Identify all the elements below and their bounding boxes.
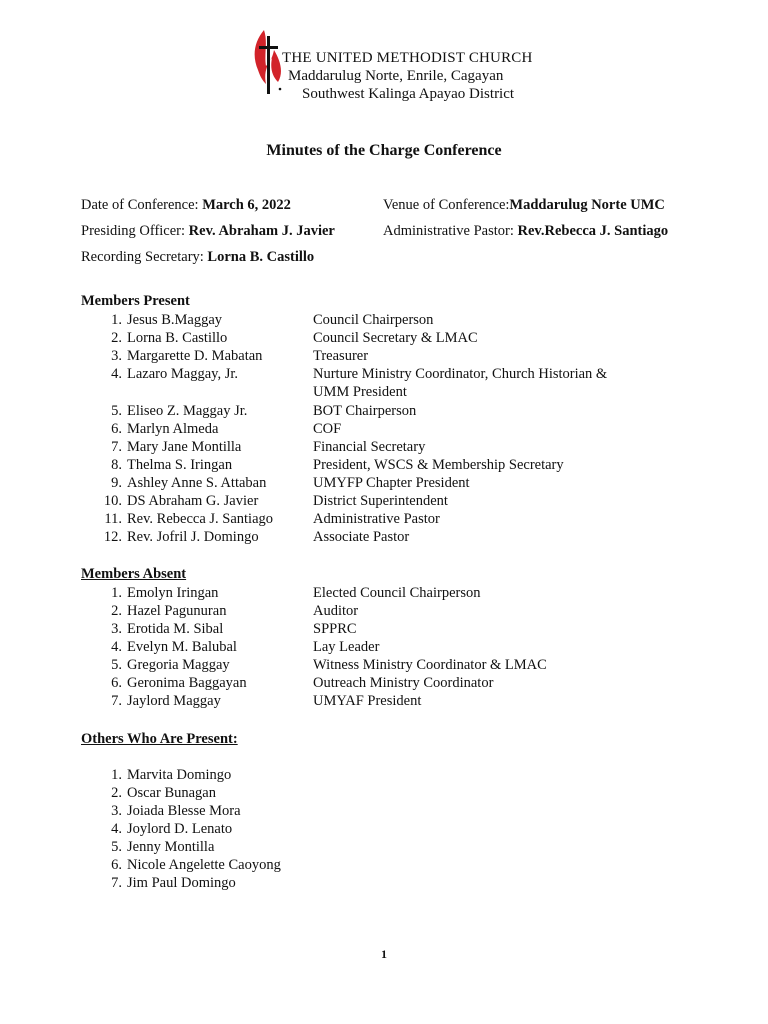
member-role: District Superintendent	[313, 493, 448, 509]
item-number: 3.	[111, 348, 122, 364]
item-number: 2.	[111, 330, 122, 346]
attendee-name: Marvita Domingo	[127, 767, 232, 783]
item-number: 7.	[111, 875, 122, 891]
document-title: Minutes of the Charge Conference	[266, 142, 502, 159]
venue-of-conference	[383, 197, 665, 214]
member-name: Margarette D. Mabatan	[127, 348, 263, 364]
attendee-name: Jim Paul Domingo	[127, 875, 236, 891]
member-role: Council Chairperson	[313, 312, 434, 328]
member-name: Emolyn Iringan	[127, 585, 219, 601]
member-role: Nurture Ministry Coordinator, Church Historian &	[313, 366, 608, 382]
member-name: Rev. Rebecca J. Santiago	[127, 511, 274, 527]
attendee-name: Oscar Bunagan	[127, 785, 216, 801]
recording-secretary	[81, 249, 314, 266]
administrative-pastor	[383, 223, 668, 240]
member-role: COF	[313, 421, 342, 437]
item-number: 5.	[111, 657, 122, 673]
others-present-heading: Others Who Are Present:	[81, 731, 238, 747]
venue-value: Maddarulug Norte UMC	[509, 197, 665, 213]
item-number: 4.	[111, 821, 122, 837]
member-name: Ashley Anne S. Attaban	[127, 475, 267, 491]
member-name: Marlyn Almeda	[127, 421, 219, 437]
item-number: 4.	[111, 639, 122, 655]
member-name: Hazel Pagunuran	[127, 603, 227, 619]
item-number: 4.	[111, 366, 122, 382]
member-name: Thelma S. Iringan	[127, 457, 233, 473]
item-number: 3.	[111, 621, 122, 637]
member-name: Eliseo Z. Maggay Jr.	[127, 403, 248, 419]
member-name: Gregoria Maggay	[127, 657, 230, 673]
attendee-name: Joylord D. Lenato	[127, 821, 233, 837]
attendee-name: Joiada Blesse Mora	[127, 803, 241, 819]
member-name: DS Abraham G. Javier	[127, 493, 259, 509]
secretary-value: Lorna B. Castillo	[207, 249, 315, 265]
item-number: 7.	[111, 439, 122, 455]
member-role: President, WSCS & Membership Secretary	[313, 457, 564, 473]
member-name: Geronima Baggayan	[127, 675, 247, 691]
church-address: Maddarulug Norte, Enrile, Cagayan	[288, 68, 504, 84]
item-number: 8.	[111, 457, 122, 473]
item-number: 5.	[111, 403, 122, 419]
cross-and-flame-logo	[250, 26, 286, 96]
letterhead	[250, 26, 590, 106]
item-number: 12.	[103, 529, 122, 545]
church-district: Southwest Kalinga Apayao District	[302, 86, 515, 102]
member-role: Elected Council Chairperson	[313, 585, 481, 601]
item-number: 11.	[104, 511, 122, 527]
member-name: Evelyn M. Balubal	[127, 639, 237, 655]
item-number: 9.	[111, 475, 122, 491]
member-role: Administrative Pastor	[313, 511, 440, 527]
date-label: Date of Conference:	[81, 197, 203, 213]
item-number: 10.	[103, 493, 122, 509]
attendee-name: Jenny Montilla	[127, 839, 215, 855]
member-role: Associate Pastor	[313, 529, 410, 545]
members-present-heading: Members Present	[81, 293, 190, 309]
item-number: 6.	[111, 857, 122, 873]
member-role: SPPRC	[313, 621, 357, 637]
member-name: Rev. Jofril J. Domingo	[127, 529, 259, 545]
item-number: 2.	[111, 785, 122, 801]
date-value: March 6, 2022	[202, 197, 291, 213]
item-number: 1.	[111, 767, 122, 783]
item-number: 1.	[111, 312, 122, 328]
page-number: 1	[381, 947, 387, 961]
member-name: Jesus B.Maggay	[127, 312, 223, 328]
member-role-continued: UMM President	[313, 384, 407, 400]
attendee-name: Nicole Angelette Caoyong	[127, 857, 281, 873]
member-role: BOT Chairperson	[313, 403, 417, 419]
item-number: 1.	[111, 585, 122, 601]
member-role: UMYFP Chapter President	[313, 475, 470, 491]
member-role: Witness Ministry Coordinator & LMAC	[313, 657, 547, 673]
member-name: Jaylord Maggay	[127, 693, 221, 709]
member-role: UMYAF President	[313, 693, 422, 709]
item-number: 5.	[111, 839, 122, 855]
item-number: 7.	[111, 693, 122, 709]
member-role: Financial Secretary	[313, 439, 426, 455]
item-number: 6.	[111, 675, 122, 691]
item-number: 2.	[111, 603, 122, 619]
member-name: Lorna B. Castillo	[127, 330, 228, 346]
presiding-label: Presiding Officer:	[81, 223, 189, 239]
date-of-conference	[81, 197, 291, 214]
presiding-value: Rev. Abraham J. Javier	[188, 223, 335, 239]
venue-label: Venue of Conference:	[383, 197, 510, 213]
member-name: Mary Jane Montilla	[127, 439, 242, 455]
item-number: 6.	[111, 421, 122, 437]
item-number: 3.	[111, 803, 122, 819]
member-role: Lay Leader	[313, 639, 380, 655]
secretary-label: Recording Secretary:	[81, 249, 208, 265]
church-name: THE UNITED METHODIST CHURCH	[282, 50, 533, 66]
member-name: Erotida M. Sibal	[127, 621, 224, 637]
presiding-officer	[81, 223, 335, 240]
admin-value: Rev.Rebecca J. Santiago	[517, 223, 669, 239]
members-absent-heading: Members Absent	[81, 566, 187, 582]
member-role: Outreach Ministry Coordinator	[313, 675, 494, 691]
member-role: Treasurer	[313, 348, 369, 364]
member-role: Council Secretary & LMAC	[313, 330, 478, 346]
member-role: Auditor	[313, 603, 359, 619]
member-name: Lazaro Maggay, Jr.	[127, 366, 238, 382]
admin-label: Administrative Pastor:	[383, 223, 518, 239]
